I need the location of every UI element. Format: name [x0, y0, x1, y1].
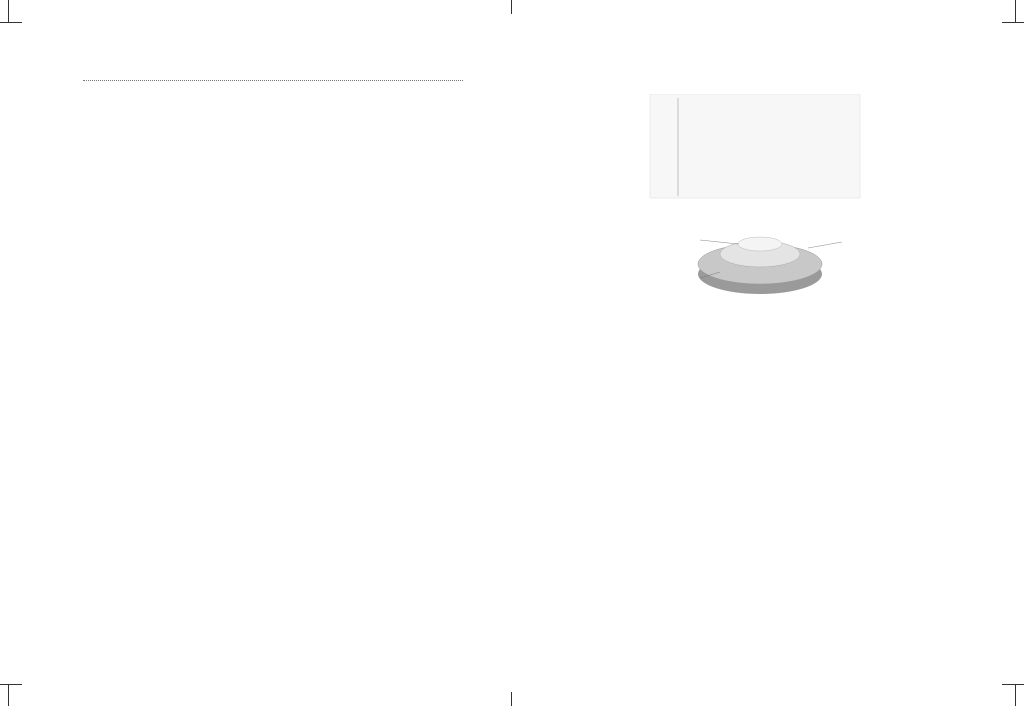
toc-entry[interactable]: [80, 82, 466, 83]
crop-mark: [0, 22, 22, 23]
toc-page: [80, 82, 466, 101]
crop-mark: [1002, 22, 1024, 23]
crop-mark: [1015, 684, 1016, 706]
crop-mark: [1015, 0, 1016, 22]
bulletin-page: [560, 86, 964, 308]
crop-mark: [8, 0, 9, 22]
pie-leader-line: [700, 240, 738, 244]
crop-mark: [511, 0, 512, 14]
crop-mark: [8, 684, 9, 706]
crop-mark: [511, 692, 512, 706]
crop-mark: [0, 684, 22, 685]
finance-pie-chart: [560, 216, 964, 304]
pie-cap: [738, 237, 782, 251]
crop-mark: [1002, 684, 1024, 685]
chart-background: [650, 94, 860, 198]
gdp-bar-chart: [560, 94, 964, 202]
pie-leader-line: [808, 242, 842, 248]
toc-leader-dots: [83, 80, 463, 81]
